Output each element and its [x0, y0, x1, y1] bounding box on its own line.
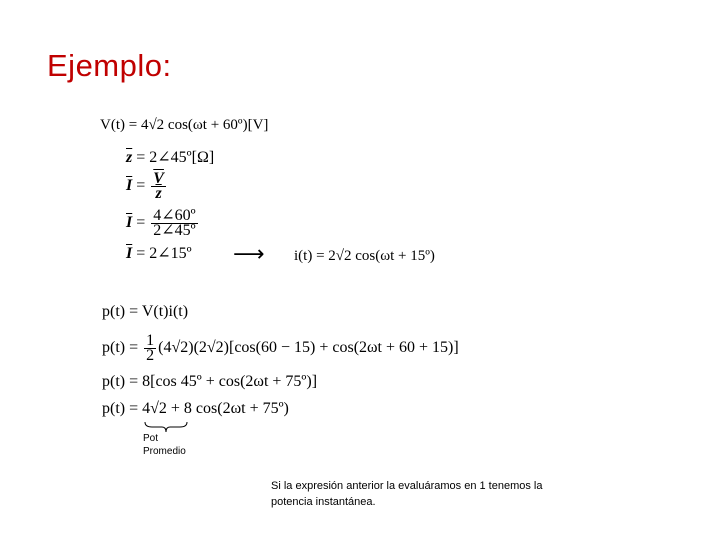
slide-title: Ejemplo:	[47, 48, 172, 83]
fraction-numerator: 4∠60º	[153, 207, 196, 224]
current-symbol-1: $\overline{I}$	[126, 177, 133, 195]
current-phasor-result	[126, 245, 192, 263]
power-equation-2	[102, 334, 459, 363]
current-phasor-equation-1	[126, 172, 168, 201]
current-symbol-3: $\overline{I}$	[126, 245, 133, 262]
power-equation-1: p(t) = V(t)i(t)	[102, 303, 189, 320]
power-equation-3: p(t) = 8[cos 45º + cos(2ωt + 75º)]	[102, 373, 318, 390]
voltage-equation: V(t) = 4√2 cos(ωt + 60º)[V]	[100, 117, 269, 133]
fraction-numerator: 1	[146, 332, 155, 349]
impedance-equation	[126, 149, 214, 167]
fraction-v-over-z	[151, 172, 166, 201]
current-phasor-value: = 2∠15º	[132, 245, 192, 262]
fraction-denominator: 2	[146, 347, 155, 364]
power-2-left: p(t) =	[102, 339, 143, 357]
current-time-equation: i(t) = 2√2 cos(ωt + 15º)	[294, 248, 435, 264]
current-symbol-2: $\overline{I}$	[126, 214, 133, 232]
impedance-value: = 2∠45º[Ω]	[132, 149, 215, 166]
fraction-one-half	[144, 334, 156, 363]
equals-sign-1: =	[132, 177, 150, 195]
pot-label-line-1: Pot	[143, 433, 159, 444]
fraction-phasor-division	[151, 209, 197, 238]
fraction-numerator: $\overline{V}$	[153, 170, 164, 187]
pot-label-line-2: Promedio	[143, 446, 186, 457]
right-arrow-icon: ⟶	[233, 242, 265, 267]
footnote-line-2: potencia instantánea.	[271, 496, 376, 508]
equals-sign-2: =	[132, 214, 150, 232]
fraction-denominator: z	[155, 185, 162, 202]
power-2-right: (4√2)(2√2)[cos(60 − 15) + cos(2ωt + 60 + 15)]	[158, 339, 459, 357]
fraction-denominator: 2∠45º	[153, 222, 196, 239]
current-phasor-equation-2	[126, 209, 200, 238]
footnote-line-1: Si la expresión anterior la evaluáramos en 1 tenemos la	[271, 480, 543, 492]
footnote-text	[271, 478, 591, 510]
power-equation-4: p(t) = 4√2 + 8 cos(2ωt + 75º)	[102, 400, 289, 417]
average-power-label	[143, 432, 186, 458]
impedance-symbol: $\overline{z}$	[126, 149, 133, 166]
